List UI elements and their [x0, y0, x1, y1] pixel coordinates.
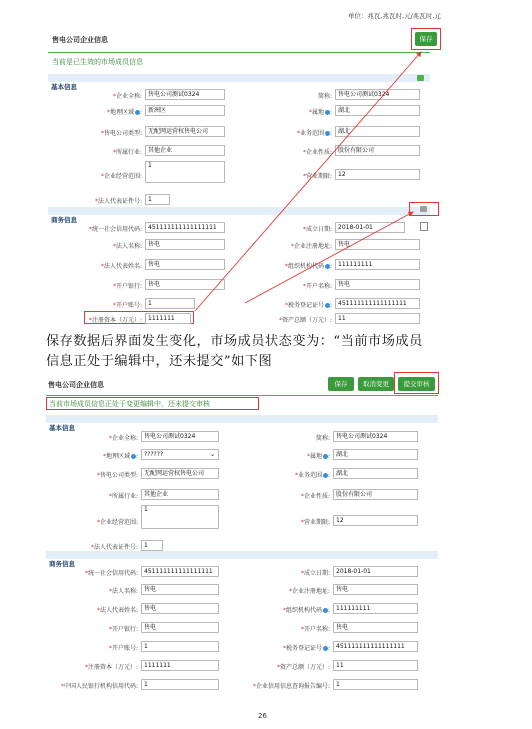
- region-field[interactable]: 新洲区: [145, 105, 225, 116]
- field-label: *售电公司类型:: [96, 472, 138, 479]
- field-label: *属地 :: [306, 453, 330, 460]
- field-label: *统一社会信用代码:: [84, 570, 138, 577]
- page-number: 26: [258, 712, 267, 720]
- field-label: *企业全称:: [112, 93, 142, 100]
- account-number-field[interactable]: 1: [145, 298, 195, 309]
- org-code-field[interactable]: 111111111: [335, 259, 420, 270]
- account-name-field[interactable]: 售电: [335, 279, 420, 290]
- field-label: *地理区域 :: [102, 453, 138, 460]
- field-label: *注册资本（万元）:: [84, 664, 138, 671]
- field-label: *开户银行:: [108, 626, 138, 633]
- field-label: *成立日期:: [300, 570, 330, 577]
- cancel-change-button[interactable]: 取消变更: [358, 377, 394, 391]
- field-label: 简称:: [315, 435, 330, 442]
- field-label: *企业经营范围:: [96, 519, 138, 526]
- info-icon[interactable]: [323, 454, 328, 459]
- section-business-bar: [46, 551, 438, 568]
- status-notice: 当前是已生效的市场成员信息: [52, 58, 143, 66]
- field-label: *营业期限:: [300, 519, 330, 526]
- total-assets-field[interactable]: 11: [333, 660, 418, 671]
- divider: [46, 395, 438, 396]
- field-label: 简称:: [317, 93, 332, 100]
- company-nature-field[interactable]: 股份有限公司: [333, 489, 418, 500]
- field-label: *法人代表证件号:: [90, 544, 138, 551]
- credit-code-field[interactable]: 451111111111111111: [145, 222, 225, 233]
- short-name-field[interactable]: 售电公司测试0324: [333, 431, 418, 442]
- legal-id-field[interactable]: 1: [141, 540, 163, 551]
- company-name-field[interactable]: 售电公司测试0324: [145, 89, 225, 100]
- founding-date-field[interactable]: 2018-01-01: [335, 222, 405, 233]
- field-label: *企业注册地址:: [290, 243, 332, 250]
- field-label: *企业性质:: [302, 149, 332, 156]
- legal-name-field[interactable]: 售电: [141, 584, 219, 595]
- account-name-field[interactable]: 售电: [333, 622, 418, 633]
- business-scope-field[interactable]: 湖北: [335, 126, 420, 137]
- field-label: *业务范围 :: [296, 130, 332, 137]
- save-button[interactable]: 保存: [328, 377, 354, 391]
- business-range-textarea[interactable]: 1: [141, 505, 219, 529]
- registered-capital-field[interactable]: 1111111: [141, 660, 219, 671]
- field-label: *业务范围 :: [294, 472, 330, 479]
- legal-rep-field[interactable]: 售电: [141, 603, 219, 614]
- field-label: *法人代表姓名:: [100, 263, 142, 270]
- org-code-field[interactable]: 111111111: [333, 603, 418, 614]
- field-label: *统一社会信用代码:: [88, 226, 142, 233]
- business-term-field[interactable]: 12: [335, 169, 420, 180]
- field-label: *税务登记证号 :: [282, 645, 330, 652]
- save-button[interactable]: 保存: [415, 32, 437, 46]
- pboc-code-field[interactable]: 1: [141, 679, 219, 690]
- annotation-arrows: [0, 0, 532, 330]
- register-address-field[interactable]: 售电: [335, 239, 420, 250]
- business-scope-field[interactable]: 湖北: [333, 468, 418, 479]
- credit-report-field[interactable]: 1: [333, 679, 418, 690]
- field-label: *开户银行:: [112, 283, 142, 290]
- bank-field[interactable]: 售电: [141, 622, 219, 633]
- company-name-field[interactable]: 售电公司测试0324: [141, 431, 219, 442]
- section-title-basic: 基本信息: [49, 424, 75, 432]
- legal-name-field[interactable]: 售电: [145, 239, 225, 250]
- region-select-value: ??????: [144, 451, 164, 458]
- legal-id-field[interactable]: 1: [145, 194, 170, 205]
- section-title-basic: 基本信息: [51, 83, 77, 91]
- industry-field[interactable]: 其他企业: [141, 489, 219, 500]
- paragraph-line-2: 信息正处于编辑中，还未提交”如下图: [46, 354, 273, 369]
- unit-text: 单位：兆瓦,兆瓦时,元/兆瓦时,元: [348, 12, 441, 20]
- field-label: *所属行业:: [112, 149, 142, 156]
- field-label: *属地 :: [308, 109, 332, 116]
- locality-field[interactable]: 湖北: [333, 449, 418, 460]
- credit-code-field[interactable]: 451111111111111111: [141, 566, 219, 577]
- info-icon[interactable]: [323, 473, 328, 478]
- field-label: *企业性质:: [300, 493, 330, 500]
- total-assets-field[interactable]: 11: [335, 313, 420, 324]
- field-label: *组织机构代码 :: [284, 263, 332, 270]
- info-icon[interactable]: [323, 608, 328, 613]
- short-name-field[interactable]: 售电公司测试0324: [335, 89, 420, 100]
- field-label: *资产总额（万元）:: [276, 664, 330, 671]
- register-address-field[interactable]: 售电: [333, 584, 418, 595]
- chevron-down-icon: ⌄: [209, 451, 215, 458]
- field-label: *企业全称:: [108, 435, 138, 442]
- business-term-field[interactable]: 12: [333, 515, 418, 526]
- founding-date-field[interactable]: 2018-01-01: [333, 566, 418, 577]
- registered-capital-field[interactable]: 1111111: [145, 313, 191, 324]
- field-label: *法人代表姓名:: [96, 607, 138, 614]
- field-label: *企业经营范围:: [100, 173, 142, 180]
- paragraph-line-1: 保存数据后界面发生变化，市场成员状态变为：“当前市场成员: [46, 334, 423, 349]
- field-label: *法人名称:: [112, 243, 142, 250]
- info-icon[interactable]: [131, 454, 136, 459]
- field-label: *法人名称:: [108, 588, 138, 595]
- page-title: 售电公司企业信息: [48, 381, 104, 389]
- field-label: *地理区域 :: [106, 109, 142, 116]
- tax-id-field[interactable]: 451111111111111111: [335, 298, 420, 309]
- field-label: *成立日期:: [302, 226, 332, 233]
- account-number-field[interactable]: 1: [141, 641, 219, 652]
- bank-field[interactable]: 售电: [145, 279, 225, 290]
- arrow-to-save: [195, 52, 421, 311]
- industry-field[interactable]: 其他企业: [145, 145, 225, 156]
- legal-rep-field[interactable]: 售电: [145, 259, 225, 270]
- field-label: *开户名称:: [302, 283, 332, 290]
- field-label: *税务登记证号 :: [284, 302, 332, 309]
- tax-id-field[interactable]: 451111111111111111: [333, 641, 418, 652]
- section-title-business: 商务信息: [49, 560, 75, 568]
- field-label: *资产总额（万元）:: [278, 317, 332, 324]
- company-nature-field[interactable]: 股份有限公司: [335, 145, 420, 156]
- info-icon[interactable]: [323, 646, 328, 651]
- company-type-field[interactable]: 无配网运营权售电公司: [141, 468, 219, 479]
- locality-field[interactable]: 湖北: [335, 105, 420, 116]
- section-title-business: 商务信息: [51, 216, 77, 224]
- field-label: *企业信用信息查询报告编号:: [252, 683, 330, 690]
- page-title: 售电公司企业信息: [52, 36, 108, 44]
- section-basic-bar: [46, 415, 438, 432]
- field-label: *开户名称:: [300, 626, 330, 633]
- status-notice: 当前市场成员信息正处于变更编辑中，还未提交审核: [49, 400, 210, 408]
- field-label: *营业期限:: [302, 173, 332, 180]
- region-select[interactable]: [141, 449, 219, 460]
- field-label: *中国人民银行机构信用代码:: [60, 683, 138, 690]
- field-label: *开户账号:: [108, 645, 138, 652]
- field-label: *注册资本（万元）:: [88, 317, 142, 324]
- submit-review-button[interactable]: 提交审核: [398, 377, 435, 391]
- field-label: *企业注册地址:: [288, 588, 330, 595]
- field-label: *组织机构代码 :: [282, 607, 330, 614]
- field-label: *售电公司类型:: [100, 130, 142, 137]
- field-label: *开户账号:: [112, 302, 142, 309]
- arrow-to-lock: [245, 212, 413, 303]
- company-type-field[interactable]: 无配网运营权售电公司: [145, 126, 225, 137]
- field-label: *所属行业:: [108, 493, 138, 500]
- business-range-textarea[interactable]: 1: [145, 161, 225, 183]
- field-label: *法人代表证件号:: [94, 198, 142, 205]
